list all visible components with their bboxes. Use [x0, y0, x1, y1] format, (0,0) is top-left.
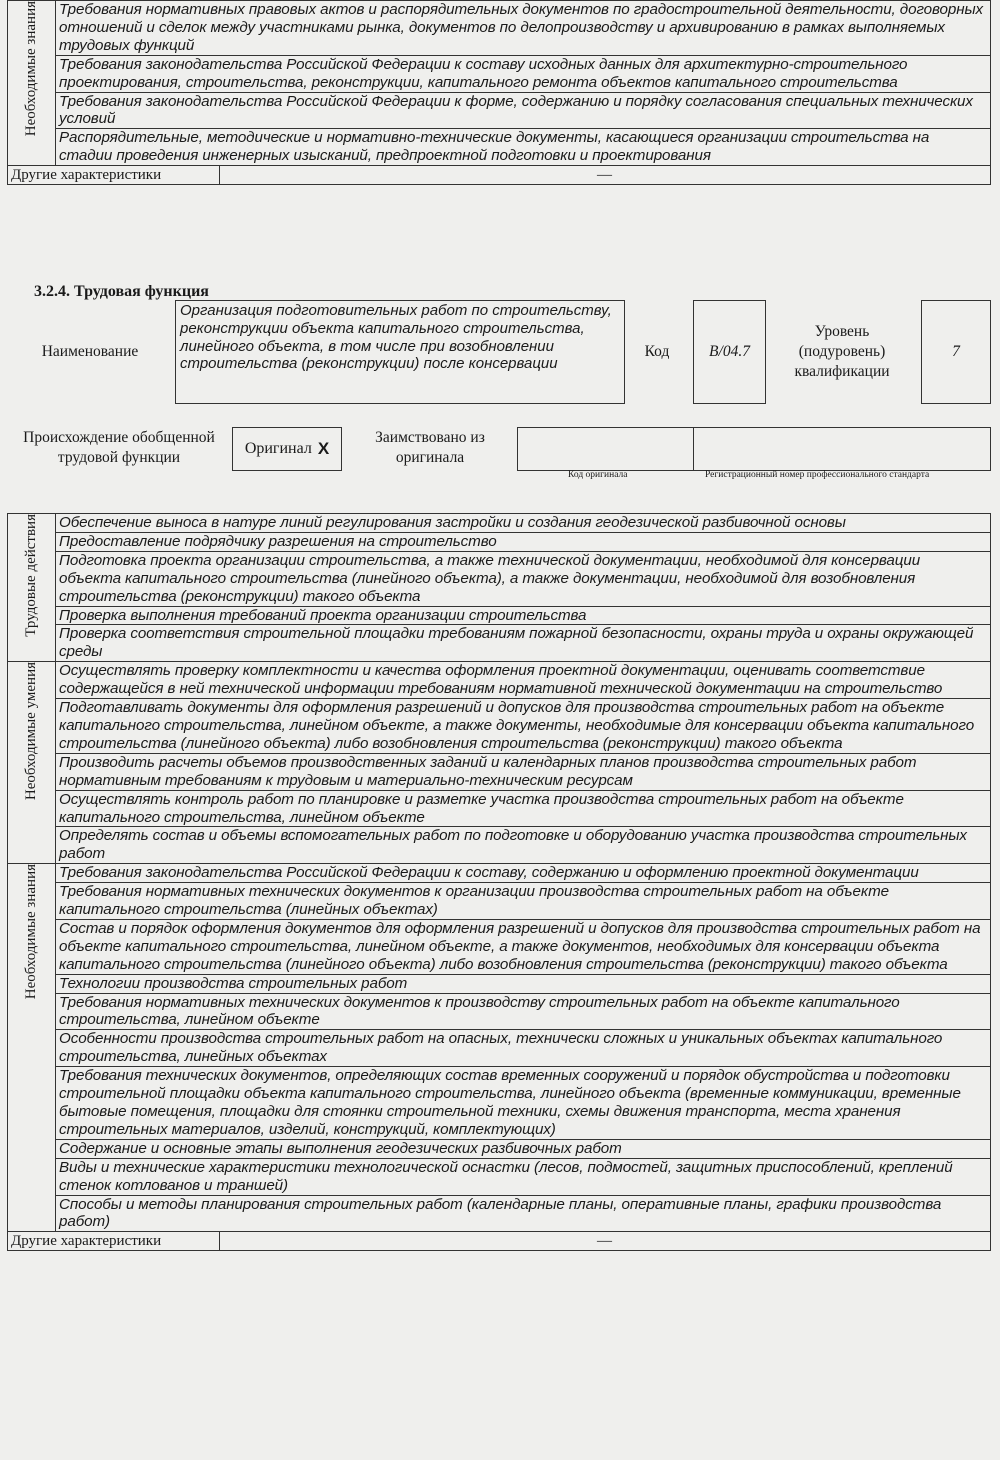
- prev-knowledge-item: Требования законодательства Российской Федерации к составу исходных данных для архитектурно-строительного проектирования, строительства, реконструкции, капитального ремонта объектов капитального строительства: [56, 55, 991, 92]
- prev-knowledge-item: Требования законодательства Российской Федерации к форме, содержанию и порядку согласования специальных технических условий: [56, 92, 991, 129]
- knowledge-item: Требования нормативных технических документов к производству строительных работ на объекте капитального строительства, линейном объекте: [56, 993, 991, 1030]
- skill-item: Осуществлять контроль работ по планировке и разметке участка производства строительных работ на объекте капитального строительства, линейном объекте: [56, 790, 991, 827]
- knowledge-item: Содержание и основные этапы выполнения геодезических разбивочных работ: [56, 1139, 991, 1158]
- orig-code-box[interactable]: [517, 427, 694, 471]
- knowledge-item: Виды и технические характеристики технологической оснастки (лесов, подмостей, защитных приспособлений, креплений стенок котлованов и траншей): [56, 1158, 991, 1195]
- borrowed-label: Заимствовано из оригинала: [375, 429, 485, 466]
- orig-code-caption: Код оригинала: [568, 470, 628, 480]
- section-title: 3.2.4. Трудовая функция: [34, 283, 209, 300]
- other-characteristics-label: Другие характеристики: [8, 166, 220, 185]
- prev-knowledge-item: Требования нормативных правовых актов и распорядительных документов по градостроительной деятельности, договорных отношений и сделок между участниками рынка, документов по делопроизводству и архивированию в рамках выполняемых трудовых функций: [56, 1, 991, 56]
- main-other-row: [8, 1232, 991, 1251]
- labor-action-row: [8, 551, 991, 606]
- origin-label: Происхождение обобщенной трудовой функции: [23, 429, 215, 466]
- knowledge-row: [8, 1139, 991, 1158]
- prev-knowledge-item: Распорядительные, методические и нормативно-технические документы, касающиеся организации строительства на стадии проведения инженерных изысканий, предпроектной подготовки и проектирования: [56, 129, 991, 166]
- function-table: [7, 513, 991, 1251]
- skill-row: [8, 827, 991, 864]
- knowledge-item: Требования нормативных технических документов к организации производства строительных работ на объекте капитального строительства (линейных объектах): [56, 883, 991, 920]
- skill-row: [8, 753, 991, 790]
- knowledge-item: Требования законодательства Российской Федерации к составу, содержанию и оформлению проектной документации: [56, 864, 991, 883]
- reg-number-box[interactable]: [693, 427, 991, 471]
- knowledge-row: [8, 993, 991, 1030]
- other-characteristics-value: —: [220, 1232, 991, 1251]
- level-label: Уровень (подуровень) квалификации: [794, 323, 890, 380]
- prev-knowledge-row: [8, 1, 991, 56]
- knowledge-row: [8, 1195, 991, 1232]
- knowledge-item: Особенности производства строительных работ на опасных, технически сложных и уникальных объектах капитального строительства, линейных объектах: [56, 1030, 991, 1067]
- skill-side-cell: [8, 662, 56, 864]
- knowledge-row: [8, 1030, 991, 1067]
- skill-item: Подготавливать документы для оформления разрешений и допусков для производства строительных работ на объекте капитального строительства, линейном объекте, а также документы, необходимые для консервации объекта капитального строительства (линейного объекта) либо возобновления строительства (реконструкции) такого объекта: [56, 699, 991, 754]
- knowledge-row: [8, 883, 991, 920]
- knowledge-item: Способы и методы планирования строительных работ (календарные планы, оперативные планы, графики производства работ): [56, 1195, 991, 1232]
- skill-item: Осуществлять проверку комплектности и качества оформления проектной документации, оценивать соответствие содержащейся в ней технической информации требованиям нормативной технической документации на строительство: [56, 662, 991, 699]
- code-label: Код: [644, 343, 670, 360]
- name-label: Наименование: [41, 343, 139, 360]
- skill-item: Производить расчеты объемов производственных заданий и календарных планов производства строительных работ нормативным требованиям к трудовым и материально-техническим ресурсам: [56, 753, 991, 790]
- knowledge-item: Состав и порядок оформления документов для оформления разрешений и допусков для производства строительных работ на объекте капитального строительства, линейном объекте, а также документов, необходимых для консервации объекта капитального строительства (линейного объекта) либо возобновления строительства (реконструкции) такого объекта: [56, 919, 991, 974]
- original-box[interactable]: [232, 427, 342, 471]
- prev-knowledge-row: [8, 55, 991, 92]
- labor-action-side-label: Трудовые действия: [23, 514, 39, 637]
- knowledge-row: [8, 919, 991, 974]
- knowledge-row: [8, 1067, 991, 1140]
- labor-action-row: [8, 514, 991, 533]
- knowledge-row: [8, 864, 991, 883]
- labor-action-item: Предоставление подрядчику разрешения на строительство: [56, 532, 991, 551]
- function-name-box: Организация подготовительных работ по строительству, реконструкции объекта капитального строительства, линейного объекта, в том числе при возобновлении строительства (реконструкции) после консервации: [175, 300, 625, 404]
- skill-row: [8, 699, 991, 754]
- reg-number-caption: Регистрационный номер профессионального стандарта: [705, 470, 930, 480]
- skill-side-label: Необходимые умения: [23, 662, 39, 801]
- prev-knowledge-side-cell: [8, 1, 56, 166]
- skill-row: [8, 790, 991, 827]
- labor-action-row: [8, 625, 991, 662]
- labor-action-row: [8, 606, 991, 625]
- knowledge-side-label: Необходимые знания: [23, 864, 39, 1000]
- other-characteristics-label: Другие характеристики: [8, 1232, 220, 1251]
- original-x-mark: X: [317, 439, 330, 458]
- labor-action-item: Подготовка проекта организации строительства, а также технической документации, необходимой для консервации объекта капитального строительства (линейного объекта), а также документации, необходимой для возобновления строительства (реконструкции) такого объекта: [56, 551, 991, 606]
- skill-row: [8, 662, 991, 699]
- knowledge-item: Технологии производства строительных работ: [56, 974, 991, 993]
- prev-knowledge-row: [8, 92, 991, 129]
- knowledge-table-prev: [7, 0, 991, 185]
- knowledge-side-cell: [8, 864, 56, 1232]
- other-characteristics-value: —: [220, 166, 991, 185]
- code-box: B/04.7: [693, 300, 766, 404]
- skill-item: Определять состав и объемы вспомогательных работ по подготовке и оборудованию участка производства строительных работ: [56, 827, 991, 864]
- prev-other-row: [8, 166, 991, 185]
- labor-action-item: Обеспечение выноса в натуре линий регулирования застройки и создания геодезической разбивочной основы: [56, 514, 991, 533]
- original-label: Оригинал: [244, 440, 312, 457]
- labor-action-item: Проверка выполнения требований проекта организации строительства: [56, 606, 991, 625]
- prev-knowledge-side-label: Необходимые знания: [23, 1, 39, 137]
- labor-action-item: Проверка соответствия строительной площадки требованиям пожарной безопасности, охраны труда и охраны окружающей среды: [56, 625, 991, 662]
- knowledge-item: Требования технических документов, определяющих состав временных сооружений и порядок обустройства и подготовки строительной площадки объекта капитального строительства, линейного объекта (временные коммуникации, временные бытовые помещения, площадки для стоянки строительной техники, схемы движения транспорта, места хранения строительных материалов, изделий, конструкций, комплектующих): [56, 1067, 991, 1140]
- prev-knowledge-row: [8, 129, 991, 166]
- knowledge-row: [8, 974, 991, 993]
- labor-action-row: [8, 532, 991, 551]
- knowledge-row: [8, 1158, 991, 1195]
- labor-action-side-cell: [8, 514, 56, 662]
- level-box: 7: [921, 300, 991, 404]
